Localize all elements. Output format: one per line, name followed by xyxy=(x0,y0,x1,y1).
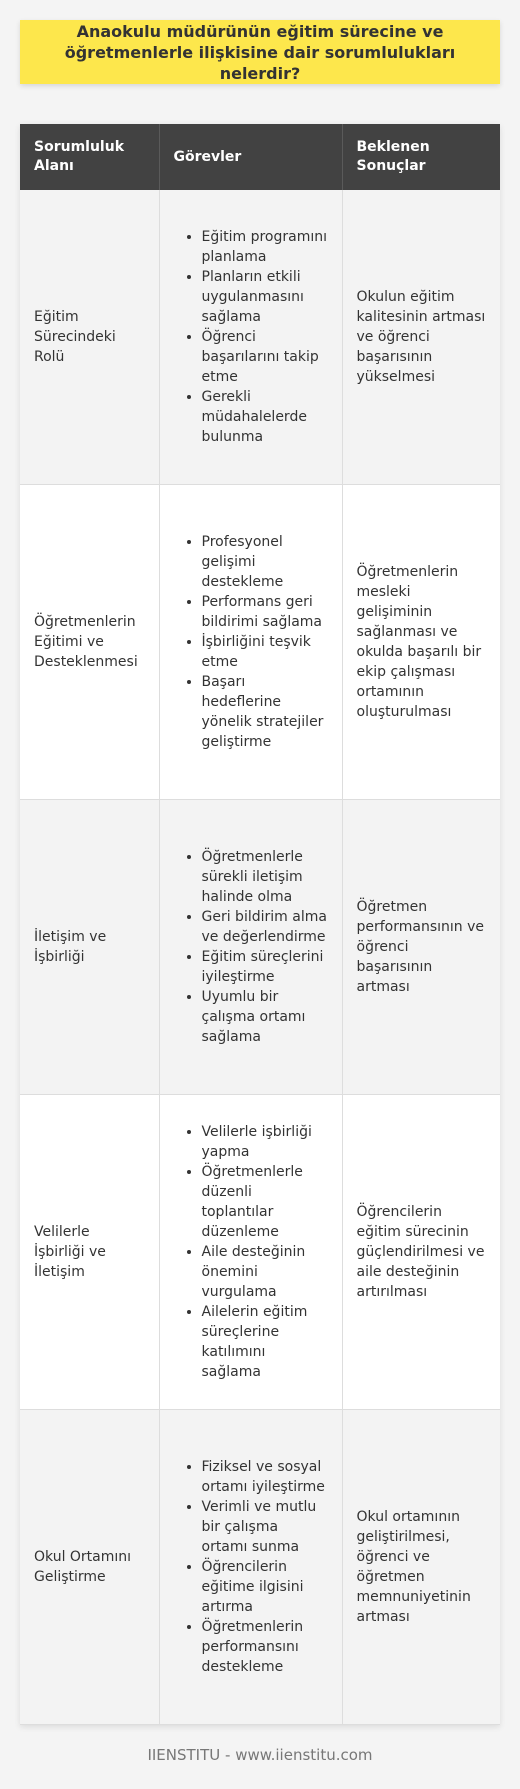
row-result: Okulun eğitim kalitesinin artması ve öğrenci başarısının yükselmesi xyxy=(342,190,500,484)
task-list xyxy=(174,1457,328,1677)
title-banner xyxy=(20,20,500,84)
row-result: Öğretmenlerin mesleki gelişiminin sağlanması ve okulda başarılı bir ekip çalışması ortamının oluşturulması xyxy=(342,484,500,799)
table-row xyxy=(20,190,500,484)
footer-credit: IIENSTITU - www.iienstitu.com xyxy=(147,1746,373,1764)
task-list xyxy=(174,227,328,447)
row-tasks xyxy=(159,484,342,799)
list-item: • Ailelerin eğitim süreçlerine katılımını sağlama xyxy=(202,1302,328,1382)
responsibility-table xyxy=(20,124,500,1725)
list-item: • Planların etkili uygulanmasını sağlama xyxy=(202,267,328,327)
row-area: İletişim ve İşbirliği xyxy=(20,799,159,1094)
list-item: • Geri bildirim alma ve değerlendirme xyxy=(202,907,328,947)
list-item: • Öğretmenlerle düzenli toplantılar düzenleme xyxy=(202,1162,328,1242)
list-item: • Profesyonel gelişimi destekleme xyxy=(202,532,328,592)
header-tasks: Görevler xyxy=(159,124,342,190)
list-item: • Gerekli müdahalelerde bulunma xyxy=(202,387,328,447)
list-item: • Fiziksel ve sosyal ortamı iyileştirme xyxy=(202,1457,328,1497)
row-result: Öğrencilerin eğitim sürecinin güçlendirilmesi ve aile desteğinin artırılması xyxy=(342,1094,500,1409)
row-result: Okul ortamının geliştirilmesi, öğrenci ve öğretmen memnuniyetinin artması xyxy=(342,1409,500,1724)
row-area: Okul Ortamını Geliştirme xyxy=(20,1409,159,1724)
row-tasks xyxy=(159,1409,342,1724)
table-row xyxy=(20,1409,500,1724)
list-item: • Eğitim programını planlama xyxy=(202,227,328,267)
table xyxy=(20,124,500,1725)
list-item: • Aile desteğinin önemini vurgulama xyxy=(202,1242,328,1302)
list-item: • Performans geri bildirimi sağlama xyxy=(202,592,328,632)
list-item: • Verimli ve mutlu bir çalışma ortamı sunma xyxy=(202,1497,328,1557)
task-list xyxy=(174,532,328,752)
table-header-row xyxy=(20,124,500,190)
table-row xyxy=(20,799,500,1094)
row-tasks xyxy=(159,799,342,1094)
row-area: Öğretmenlerin Eğitimi ve Desteklenmesi xyxy=(20,484,159,799)
list-item: • Velilerle işbirliği yapma xyxy=(202,1122,328,1162)
list-item: • Öğrenci başarılarını takip etme xyxy=(202,327,328,387)
list-item: • Başarı hedeflerine yönelik stratejiler geliştirme xyxy=(202,672,328,752)
list-item: • Öğretmenlerle sürekli iletişim halinde olma xyxy=(202,847,328,907)
row-area: Eğitim Sürecindeki Rolü xyxy=(20,190,159,484)
page-title: Anaokulu müdürünün eğitim sürecine ve öğretmenlerle ilişkisine dair sorumlulukları nelerdir? xyxy=(64,21,456,83)
row-tasks xyxy=(159,190,342,484)
header-area: Sorumluluk Alanı xyxy=(20,124,159,190)
task-list xyxy=(174,1122,328,1382)
header-results: Beklenen Sonuçlar xyxy=(342,124,500,190)
table-row xyxy=(20,484,500,799)
list-item: • Öğretmenlerin performansını destekleme xyxy=(202,1617,328,1677)
table-row xyxy=(20,1094,500,1409)
list-item: • Uyumlu bir çalışma ortamı sağlama xyxy=(202,987,328,1047)
list-item: • İşbirliğini teşvik etme xyxy=(202,632,328,672)
row-tasks xyxy=(159,1094,342,1409)
list-item: • Eğitim süreçlerini iyileştirme xyxy=(202,947,328,987)
row-result: Öğretmen performansının ve öğrenci başarısının artması xyxy=(342,799,500,1094)
task-list xyxy=(174,847,328,1047)
row-area: Velilerle İşbirliği ve İletişim xyxy=(20,1094,159,1409)
list-item: • Öğrencilerin eğitime ilgisini artırma xyxy=(202,1557,328,1617)
